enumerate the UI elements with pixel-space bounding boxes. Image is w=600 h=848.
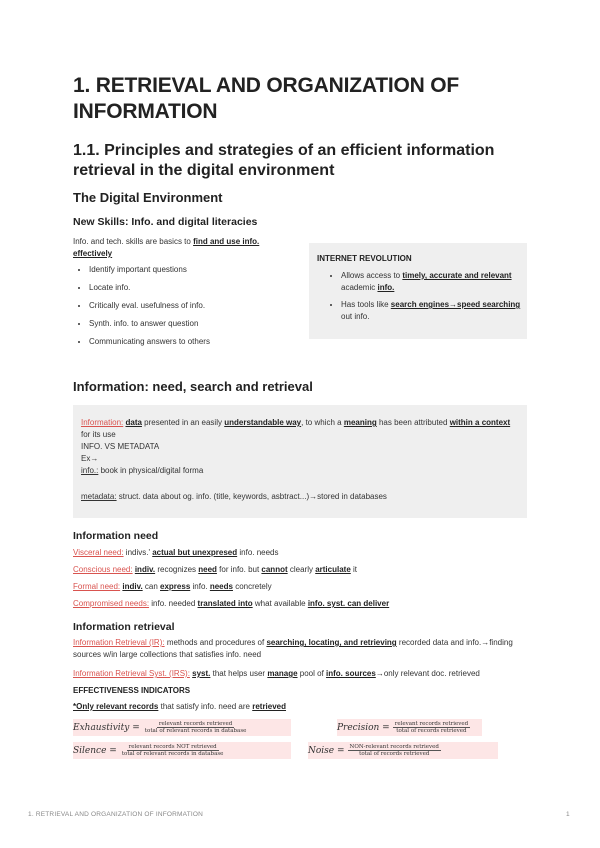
list-item: • Identify important questions [89,261,295,279]
information-definition-box [73,405,527,518]
page-title: 1. RETRIEVAL AND ORGANIZATION OF INFORMATION [73,74,459,123]
silence-formula: Silence = $\frac{\text{relevant records NOT retrieved}}{\text{total of relevant records in database}}$ [73,742,291,759]
list-item: • Has tools like search engines→speed searching out info. [341,299,521,323]
info-example: info.: book in physical/digital forma [81,466,204,475]
example-label: Ex→ [81,454,99,463]
list-item: • Communicating answers to others [89,333,295,351]
exhaustivity-formula: Exhaustivity = $\frac{\text{relevant records retrieved}}{\text{total of relevant records in database}}$ [73,719,291,736]
effectiveness-heading: EFFECTIVENESS INDICATORS [73,686,191,695]
page-footer: 1. RETRIEVAL AND ORGANIZATION OF INFORMATION [28,811,204,818]
info-need-heading: Information need [73,530,159,542]
metadata-example: metadata: struct. data about og. info. (title, keywords, asbtract...)→stored in databases [81,492,387,501]
page-number: 1 [566,811,570,818]
irs-definition: Information Retrieval Syst. (IRS): syst. that helps user manage pool of info. sources→only relevant doc. retrieved [73,669,480,678]
noise-formula: Noise = $\frac{\text{NON-relevant records retrieved}}{\text{total of records retrieved}}$ [308,742,498,759]
new-skills-heading: New Skills: Info. and digital literacies [73,216,258,228]
information-definition: Information: data presented in an easily understandable way, to which a meaning has been attributed within a context for its use [81,418,511,439]
compromised-needs: Compromised needs: info. needed translated into what available info. syst. can deliver [73,599,390,608]
effectiveness-note: *Only relevant records that satisfy info. need are retrieved [73,702,287,711]
list-item: • Locate info. [89,279,295,297]
list-item: • Critically eval. usefulness of info. [89,297,295,315]
noise-fraction: $\frac{\text{NON-relevant records retrieved}}{\text{total of records retrieved}}$ [349,744,439,757]
info-section-heading: Information: need, search and retrieval [73,379,313,394]
formal-need: Formal need: indiv. can express info. needs concretely [73,582,272,591]
silence-fraction: $\frac{\text{relevant records NOT retrieved}}{\text{total of relevant records in database}}$ [121,744,224,757]
internet-revolution-box [309,243,527,339]
internet-revolution-title: INTERNET REVOLUTION [317,254,412,263]
digital-env-intro: Info. and tech. skills are basics to find and use info. effectively [73,237,260,258]
section-title: 1.1. Principles and strategies of an efficient information retrieval in the digital environment [73,142,495,179]
skills-list [75,261,295,351]
visceral-need: Visceral need: indivs.' actual but unexpresed info. needs [73,548,279,557]
ir-definition: Information Retrieval (IR): methods and procedures of searching, locating, and retrieving recorded data and info.→finding sources w/in large collections that satisfies info. need [73,638,513,659]
digital-env-heading: The Digital Environment [73,190,223,205]
conscious-need: Conscious need: indiv. recognizes need for info. but cannot clearly articulate it [73,565,358,574]
precision-formula: Precision = $\frac{\text{relevant records retrieved}}{\text{total of records retrieved}}$ [337,719,482,736]
info-retrieval-heading: Information retrieval [73,621,175,633]
list-item: • Allows access to timely, accurate and relevant academic info. [341,270,521,294]
info-vs-metadata: INFO. VS METADATA [81,442,160,451]
list-item: • Synth. info. to answer question [89,315,295,333]
exhaustivity-fraction: $\frac{\text{relevant records retrieved}}{\text{total of relevant records in database}}$ [144,721,247,734]
precision-fraction: $\frac{\text{relevant records retrieved}}{\text{total of records retrieved}}$ [394,721,469,734]
